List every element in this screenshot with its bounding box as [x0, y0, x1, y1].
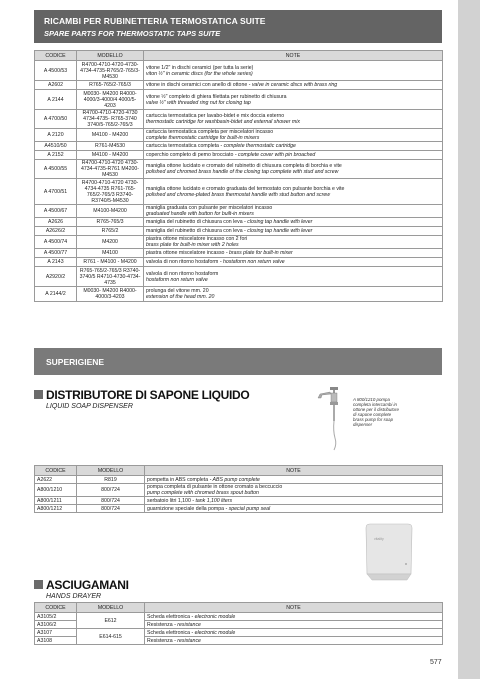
model-cell: R761 - M4100 - M4200: [77, 258, 144, 267]
note-cell: [144, 160, 443, 179]
note-it: coperchio completo di pemo brocciato: [146, 152, 234, 158]
note-cell: [145, 613, 443, 621]
col-note: NOTE: [144, 51, 443, 61]
table-row: [35, 151, 443, 160]
model-cell: 800/724: [77, 505, 145, 513]
code-cell: A2622: [35, 476, 77, 484]
section-band: [34, 348, 442, 375]
code-cell: A2626/2: [35, 227, 77, 236]
soap-subtitle: LIQUID SOAP DISPENSER: [46, 403, 133, 410]
note-it: valvola di non ritorno hostaform: [146, 270, 219, 277]
note-en: viton ½" in ceramic discs (for the whole series): [146, 70, 253, 77]
code-cell: A3105/2: [35, 613, 77, 621]
table-row: [35, 81, 443, 90]
note-cell: [144, 61, 443, 81]
model-cell: R4700-4710-4720-4730 4734-4735- R765-3740 3740/5-765/2-765/3: [77, 110, 144, 129]
col-codice: CODICE: [35, 466, 77, 476]
note-en: - special pump seal: [224, 505, 271, 512]
note-cell: [144, 218, 443, 227]
model-cell: R765-765/2-765/3: [77, 81, 144, 90]
soap-table: [34, 465, 443, 513]
note-cell: [144, 249, 443, 258]
table-row: [35, 476, 443, 484]
note-en: brass plate for built-in mixer with 2 holes: [146, 242, 239, 248]
code-cell: A3107: [35, 629, 77, 637]
header-title-en: SPARE PARTS FOR THERMOSTATIC TAPS SUITE: [44, 29, 221, 38]
model-cell: R765-765/3: [77, 218, 144, 227]
code-cell: A800/1210: [35, 484, 77, 497]
note-en: - closing tap handle with lever: [242, 219, 313, 225]
model-cell: R761-M4530: [77, 142, 144, 151]
code-cell: A 2143: [35, 258, 77, 267]
page-number: 577: [430, 659, 442, 666]
code-cell: A3108: [35, 637, 77, 645]
table-row: [35, 249, 443, 258]
note-it: pompa completa di pulsante in ottone cromato a beccuccio: [147, 484, 283, 490]
table-row: [35, 484, 443, 497]
table-row: [35, 236, 443, 249]
soap-title-text: DISTRIBUTORE DI SAPONE LIQUIDO: [46, 388, 250, 402]
note-it: Resistenza: [147, 621, 173, 628]
note-it: vitone 1/2" in dischi ceramici (per tutta la serie): [146, 64, 254, 71]
note-en: - tank 1,100 liters: [190, 497, 233, 504]
table-row: [35, 205, 443, 218]
note-it: maniglia del rubinetto di chiusura con leva: [146, 228, 243, 234]
table-row: [35, 129, 443, 142]
note-it: pompetta in ABS completa: [147, 476, 209, 483]
model-cell: E614-615: [77, 629, 145, 645]
square-bullet-icon: [34, 390, 43, 399]
note-cell: [144, 151, 443, 160]
table-row: [35, 267, 443, 287]
col-modello: MODELLO: [77, 466, 145, 476]
table-row: [35, 142, 443, 151]
note-en: - resistance: [172, 621, 201, 628]
note-en: polished and chrome-plated brass thermostat handle with stud button and screw: [146, 191, 330, 198]
code-cell: A800/1212: [35, 505, 77, 513]
note-en: - hostaform non return valve: [218, 259, 285, 265]
note-it: piastra ottone miscelatore incasso: [146, 250, 225, 256]
col-note: NOTE: [145, 466, 443, 476]
table-header-row: [35, 51, 443, 61]
model-cell: R765/2: [77, 227, 144, 236]
note-it: maniglia graduata con pulsante per miscelatori incasso: [146, 205, 273, 211]
model-cell: R4700-4710-4720 4730-4734-4735-R761 M4200-M4530: [77, 160, 144, 179]
note-en: valve ½" with threaded ring nut for closing tap: [146, 99, 251, 106]
note-cell: [144, 287, 443, 302]
table-header-row: [35, 603, 443, 613]
soap-caption: A 800/1210 pompa completa intercambi in ottone per il distributore di sapone complete brass pump for soap dispenser: [353, 397, 399, 427]
note-cell: [144, 267, 443, 287]
code-cell: A800/1211: [35, 497, 77, 505]
note-it: vitone ½" completo di ghiera filettata per rubinetto di chiusura: [146, 93, 287, 100]
note-it: maniglia del rubinetto di chiusura con leva: [146, 219, 243, 225]
note-it: vitone in dischi ceramici con anello di ottone: [146, 82, 248, 88]
note-en: polished and chromed brass handle of the closing tap complete with stud and screw: [146, 169, 339, 175]
square-bullet-icon: [34, 580, 43, 589]
col-modello: MODELLO: [77, 51, 144, 61]
note-cell: [144, 81, 443, 90]
note-it: prolunga del vitone mm. 20: [146, 288, 209, 294]
note-it: maniglia ottone lucidato e cromato del rubinetto di chiusura completa di borchia e vite: [146, 163, 342, 169]
table-row: [35, 179, 443, 205]
note-cell: [145, 484, 443, 497]
table-header-row: [35, 466, 443, 476]
note-cell: [144, 227, 443, 236]
note-cell: [144, 129, 443, 142]
table-row: [35, 160, 443, 179]
code-cell: A 2120: [35, 129, 77, 142]
dryer-subtitle: HANDS DRAYER: [46, 593, 102, 600]
note-en: graduated handle with button for built-in mixers: [146, 211, 254, 217]
spare-parts-header: [34, 10, 442, 43]
note-cell: [144, 179, 443, 205]
model-cell: M0030- M4200 R4000-4000/3-4203: [77, 287, 144, 302]
note-cell: [144, 110, 443, 129]
table-row: [35, 227, 443, 236]
table-row: [35, 629, 443, 637]
note-en: - brass plate for built-in mixer: [224, 250, 293, 256]
table-row: [35, 110, 443, 129]
dryer-title-text: ASCIUGAMANI: [46, 578, 129, 592]
note-cell: [144, 142, 443, 151]
code-cell: A3106/2: [35, 621, 77, 629]
note-en: - closing tap handle with lever: [242, 228, 313, 234]
model-cell: M4100-M4200: [77, 205, 144, 218]
code-cell: A 4700/50: [35, 110, 77, 129]
note-en: - electronic module: [189, 613, 236, 620]
note-en: - complete cover with pin broached: [233, 152, 316, 158]
hand-dryer-icon: [362, 522, 416, 582]
model-cell: M4100: [77, 249, 144, 258]
note-cell: [145, 497, 443, 505]
model-cell: M0030- M4200 R4000-4000/3-4000/4 4000/5-4203: [77, 90, 144, 110]
note-it: cartuccia termostatica per lavabo-bidet e mix doccia esterno: [146, 113, 285, 119]
note-it: valvola di non ritorno hostaform: [146, 259, 219, 265]
note-en: complete thermostatic cartridge for built-in mixers: [146, 135, 260, 141]
code-cell: A 2144: [35, 90, 77, 110]
code-cell: A 4500/53: [35, 61, 77, 81]
section-title: SUPERIGIENE: [46, 357, 105, 367]
note-it: Scheda elettronica: [147, 613, 190, 620]
code-cell: A2920/2: [35, 267, 77, 287]
table-row: [35, 61, 443, 81]
model-cell: 800/724: [77, 484, 145, 497]
code-cell: A 4500/74: [35, 236, 77, 249]
code-cell: A2602: [35, 81, 77, 90]
note-en: pump complete with chromed brass spout button: [147, 490, 259, 496]
note-it: maniglia ottone lucidato e cromato graduata del termostato con pulsante borchia e vite: [146, 185, 345, 192]
note-it: serbatoio litri 1,100: [147, 497, 191, 504]
code-cell: A 4500/77: [35, 249, 77, 258]
code-cell: A 4500/67: [35, 205, 77, 218]
table-row: [35, 613, 443, 621]
dryer-table: [34, 602, 443, 645]
note-cell: [144, 90, 443, 110]
model-cell: M4200: [77, 236, 144, 249]
table-row: [35, 90, 443, 110]
table-row: [35, 497, 443, 505]
soap-pump-icon: [308, 386, 354, 452]
note-it: cartuccia termostatica completa per miscelatori incasso: [146, 129, 274, 135]
code-cell: A 4700/51: [35, 179, 77, 205]
note-cell: [145, 621, 443, 629]
note-it: Resistenza: [147, 637, 173, 644]
model-cell: E612: [77, 613, 145, 629]
note-it: cartuccia termostatica completa: [146, 143, 219, 149]
soap-title: [34, 388, 249, 402]
note-cell: [144, 205, 443, 218]
note-cell: [145, 505, 443, 513]
side-tab: [458, 0, 480, 679]
note-it: Scheda elettronica: [147, 629, 190, 636]
note-cell: [145, 476, 443, 484]
code-cell: A 2152: [35, 151, 77, 160]
code-cell: A 4500/55: [35, 160, 77, 179]
note-cell: [145, 637, 443, 645]
note-cell: [145, 629, 443, 637]
model-cell: R765-765/2-765/3 R3740-3740/5 R4710-4730-4734-4735: [77, 267, 144, 287]
table-row: [35, 218, 443, 227]
model-cell: M4100 - M4200: [77, 129, 144, 142]
dryer-title: [34, 578, 129, 592]
note-en: hostaform non return valve: [146, 276, 208, 283]
note-en: - valve in ceramic discs with brass ring: [247, 82, 338, 88]
code-cell: A4510/50: [35, 142, 77, 151]
model-cell: R4700-4710-4720 4730-4734-4735 R761-765-765/2-765/3 R3740-R3740/5-M4530: [77, 179, 144, 205]
model-cell: 800/724: [77, 497, 145, 505]
note-en: - resistance: [172, 637, 201, 644]
model-cell: R4700-4710-4720-4730-4734-4735-R765/2-765/3-M4530: [77, 61, 144, 81]
table-row: [35, 258, 443, 267]
table-row: [35, 287, 443, 302]
col-codice: CODICE: [35, 51, 77, 61]
note-it: guarnizione speciale della pompa: [147, 505, 224, 512]
code-cell: A 2144/2: [35, 287, 77, 302]
header-title-it: RICAMBI PER RUBINETTERIA TERMOSTATICA SUITE: [44, 16, 266, 26]
spare-parts-table: [34, 50, 443, 302]
col-note: NOTE: [145, 603, 443, 613]
model-cell: M4100 - M4200: [77, 151, 144, 160]
svg-text:vitality: vitality: [374, 537, 384, 541]
note-en: extension of the head mm. 20: [146, 294, 215, 300]
note-it: piastra ottone miscelatore incasso con 2 fori: [146, 236, 248, 242]
note-en: - ABS pump complete: [208, 476, 260, 483]
note-en: - complete thermostatic cartridge: [218, 143, 296, 149]
note-en: - electronic module: [189, 629, 236, 636]
col-codice: CODICE: [35, 603, 77, 613]
note-cell: [144, 236, 443, 249]
model-cell: R819: [77, 476, 145, 484]
note-cell: [144, 258, 443, 267]
code-cell: A2626: [35, 218, 77, 227]
col-modello: MODELLO: [77, 603, 145, 613]
note-en: thermostatic cartridge for washbasin-bidet and external shower mix: [146, 119, 300, 125]
table-row: [35, 505, 443, 513]
